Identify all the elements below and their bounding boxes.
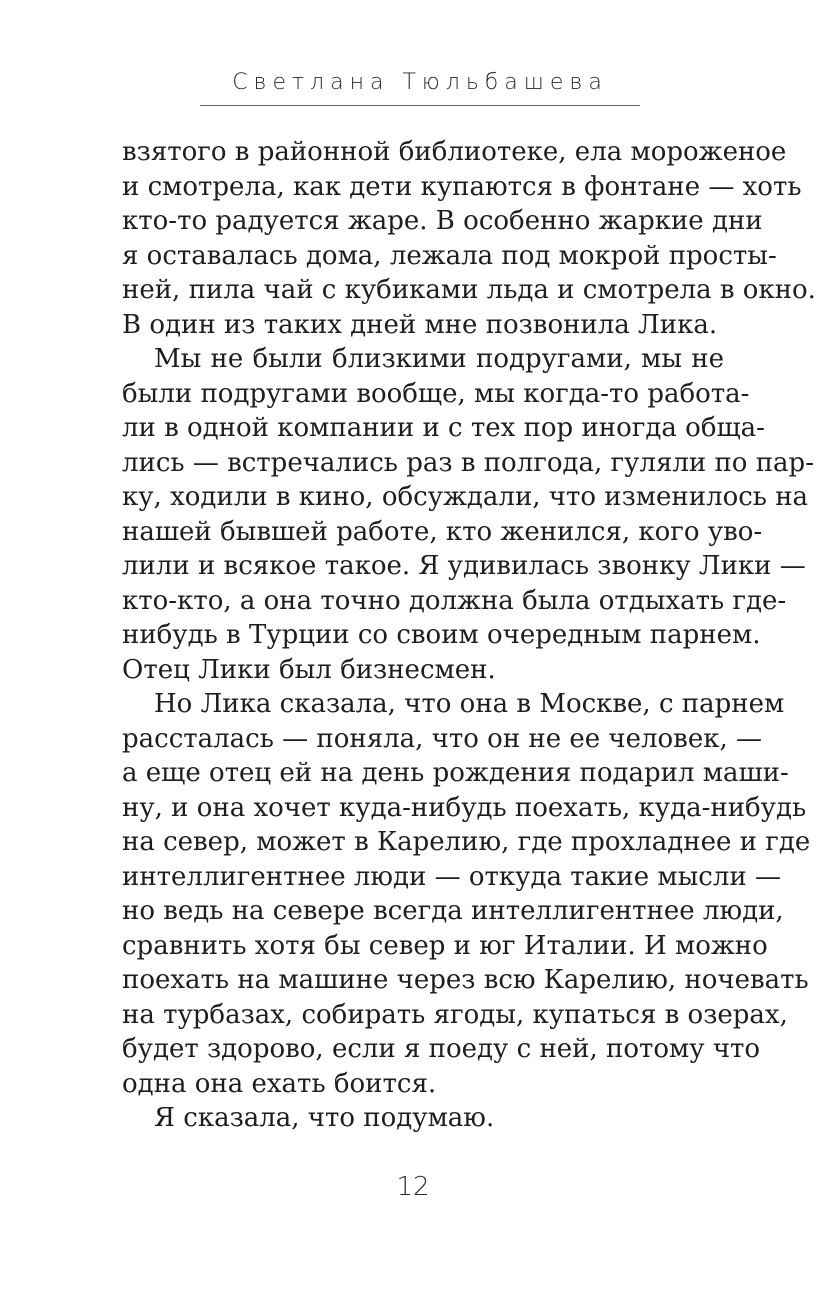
text-line: на турбазах, собирать ягоды, купаться в озерах, bbox=[122, 999, 788, 1030]
text-line: я оставалась дома, лежала под мокрой просты- bbox=[122, 240, 777, 271]
text-line: Но Лика сказала, что она в Москве, с парнем bbox=[154, 689, 785, 719]
text-line: были подругами вообще, мы когда-то работа- bbox=[122, 378, 750, 409]
text-line: Я сказала, что подумаю. bbox=[154, 1103, 495, 1133]
text-line: сравнить хотя бы север и юг Италии. И можно bbox=[122, 930, 768, 961]
text-line: кто-кто, а она точно должна была отдыхать где- bbox=[122, 585, 787, 616]
page-number: 12 bbox=[396, 1172, 430, 1202]
text-line: одна она ехать боится. bbox=[122, 1068, 437, 1099]
text-line: ну, и она хочет куда-нибудь поехать, куда-нибудь bbox=[122, 792, 807, 823]
text-line: кто-то радуется жаре. В особенно жаркие дни bbox=[122, 206, 763, 236]
text-line: поехать на машине через всю Карелию, ночевать bbox=[122, 965, 809, 995]
text-line: рассталась — поняла, что он не ее человек, — bbox=[122, 723, 762, 754]
text-line: интеллигентнее люди — откуда такие мысли — bbox=[122, 861, 781, 892]
running-head-author: Светлана Тюльбашева bbox=[232, 70, 608, 95]
header-rule bbox=[200, 105, 640, 106]
text-line: Отец Лики был бизнесмен. bbox=[122, 654, 496, 685]
body-text bbox=[122, 135, 816, 1136]
text-line: но ведь на севере всегда интеллигентнее люди, bbox=[122, 896, 784, 926]
text-line: В один из таких дней мне позвонила Лика. bbox=[122, 309, 718, 340]
text-line: на север, может в Карелию, где прохладнее и где bbox=[122, 827, 811, 857]
text-line: будет здорово, если я поеду с ней, потому что bbox=[122, 1034, 761, 1064]
text-line: ли в одной компании и с тех пор иногда обща- bbox=[122, 413, 765, 443]
text-line: и смотрела, как дети купаются в фонтане — хоть bbox=[122, 171, 802, 202]
text-line: нашей бывшей работе, кто женился, кого уво- bbox=[122, 516, 763, 547]
text-line: нибудь в Турции со своим очередным парнем. bbox=[122, 620, 761, 650]
text-line: лись — встречались раз в полгода, гуляли по пар- bbox=[122, 447, 814, 478]
text-line: лили и всякое такое. Я удивилась звонку Лики — bbox=[122, 551, 806, 581]
text-line: ней, пила чай с кубиками льда и смотрела в окно. bbox=[122, 275, 816, 305]
text-line: а еще отец ей на день рождения подарил маши- bbox=[122, 758, 789, 788]
text-line: Мы не были близкими подругами, мы не bbox=[154, 344, 724, 374]
text-line: взятого в районной библиотеке, ела мороженое bbox=[122, 137, 787, 167]
text-line: ку, ходили в кино, обсуждали, что изменилось на bbox=[122, 482, 809, 512]
